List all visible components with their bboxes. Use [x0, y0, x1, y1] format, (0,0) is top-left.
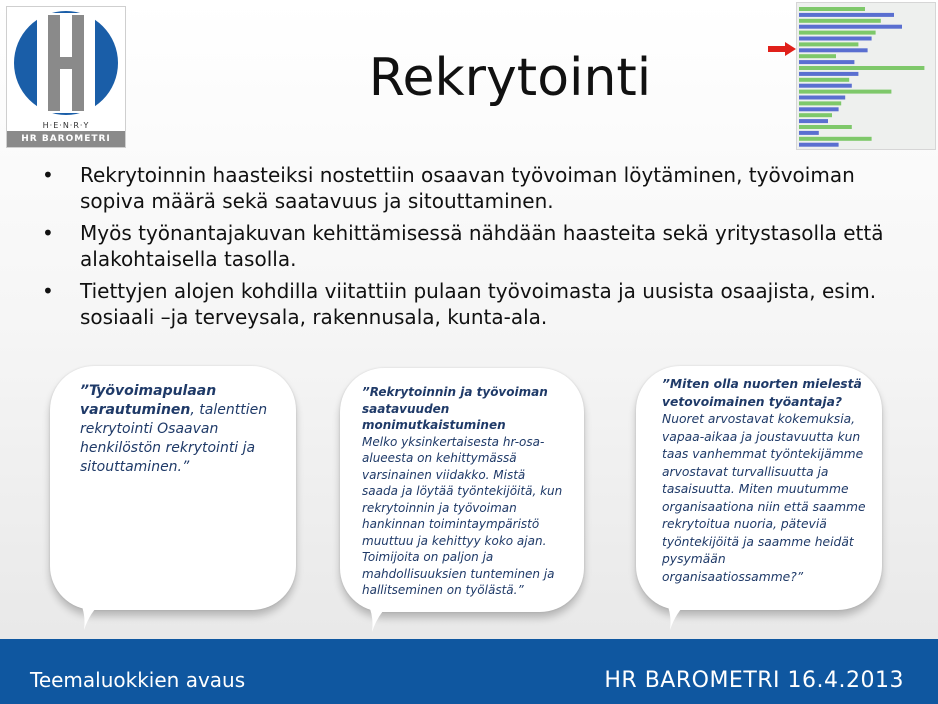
thumbnail-bar	[799, 13, 894, 17]
bullet-dot: •	[42, 163, 54, 187]
bubble-tail-icon	[364, 604, 394, 636]
footer-date-label: HR BAROMETRI 16.4.2013	[604, 668, 904, 693]
thumbnail-bar	[799, 119, 828, 123]
thumbnail-bar-chart	[796, 2, 936, 150]
thumbnail-bar	[799, 78, 849, 82]
quote-text	[362, 384, 564, 599]
bullet-list	[40, 162, 920, 336]
thumbnail-bar	[799, 101, 841, 105]
quote-body: Melko yksinkertaisesta hr-osa-alueesta on kehittymässä varsinainen viidakko. Mistä saada ja löytää työntekijöitä, kun rekrytoinnin ja työvoiman hankinnan toimintaympäristö muuttuu ja kehittyy koko ajan. Toimijoita on paljon ja mahdollisuuksien tunteminen ja hallitseminen on työlästä.”	[362, 434, 563, 597]
thumbnail-bar	[799, 72, 858, 76]
thumbnail-bar	[799, 137, 872, 141]
bullet-dot: •	[42, 221, 54, 245]
thumbnail-bar	[799, 107, 839, 111]
thumbnail-bar	[799, 66, 924, 70]
thumbnail-bar	[799, 113, 832, 117]
thumbnail-bar	[799, 60, 854, 64]
quote-bubble-1	[50, 366, 296, 610]
bullet-dot: •	[42, 279, 54, 303]
quote-body: Nuoret arvostavat kokemuksia, vapaa-aikaa ja joustavuutta kun taas vanhemmat työntekijämme arvostavat turvallisuutta ja tasaisuutta. Miten muutumme organisaationa niin että saamme rekrytoitua nuoria, päteviä työntekijöitä ja saamme heidät pysymään organisaatiossamme?”	[662, 412, 866, 584]
thumbnail-bar	[799, 54, 836, 58]
henry-emblem-icon	[7, 7, 125, 119]
bubble-tail-icon	[76, 602, 106, 634]
logo-band-text: HR BAROMETRI	[7, 131, 125, 147]
henry-logo	[6, 6, 126, 148]
quote-heading: ”Rekrytoinnin ja työvoiman saatavuuden monimutkaistuminen	[362, 385, 548, 432]
thumbnail-bar	[799, 19, 881, 23]
bullet-text: Tiettyjen alojen kohdilla viitattiin pulaan työvoimasta ja uusista osaajista, esim. sosiaali –ja terveysala, rakennusala, kunta-ala.	[80, 279, 877, 329]
quote-bubble-3	[636, 366, 882, 610]
quote-heading: ”Miten olla nuorten mielestä vetovoimainen työantaja?	[662, 377, 862, 409]
quote-bubble-2	[340, 368, 584, 612]
thumbnail-bar	[799, 90, 891, 94]
thumbnail-bar	[799, 7, 865, 11]
logo-letters: H·E·N·R·Y	[42, 121, 90, 130]
thumbnail-bar	[799, 37, 872, 41]
thumbnail-bar	[799, 131, 819, 135]
bullet-text: Rekrytoinnin haasteiksi nostettiin osaavan työvoiman löytäminen, työvoiman sopiva määrä sekä saatavuus ja sitouttaminen.	[80, 163, 855, 213]
thumbnail-bar	[799, 125, 852, 129]
thumbnail-bar	[799, 42, 858, 46]
quote-body: , talenttien rekrytointi Osaavan henkilöstön rekrytointi ja sitouttaminen.”	[80, 402, 268, 475]
thumbnail-bar	[799, 48, 868, 52]
thumbnail-bar	[799, 96, 845, 100]
slide-title: Rekrytointi	[368, 48, 652, 108]
bubble-tail-icon	[662, 602, 692, 634]
bullet-item	[40, 220, 920, 272]
thumbnail-chart-svg	[797, 3, 935, 149]
thumbnail-bar	[799, 143, 839, 147]
bullet-item	[40, 162, 920, 214]
thumbnail-bar	[799, 84, 852, 88]
red-arrow-icon	[768, 42, 796, 56]
quote-text	[80, 382, 272, 477]
thumbnail-bar	[799, 31, 876, 35]
quote-text	[662, 376, 870, 586]
bullet-text: Myös työnantajakuvan kehittämisessä nähdään haasteita sekä yritystasolla että alakohtaisella tasolla.	[80, 221, 884, 271]
bullet-item	[40, 278, 920, 330]
footer-bar	[0, 639, 938, 704]
footer-section-label: Teemaluokkien avaus	[30, 668, 246, 692]
quote-heading: ”Työvoimapulaan varautuminen	[80, 383, 217, 418]
thumbnail-bar	[799, 25, 902, 29]
